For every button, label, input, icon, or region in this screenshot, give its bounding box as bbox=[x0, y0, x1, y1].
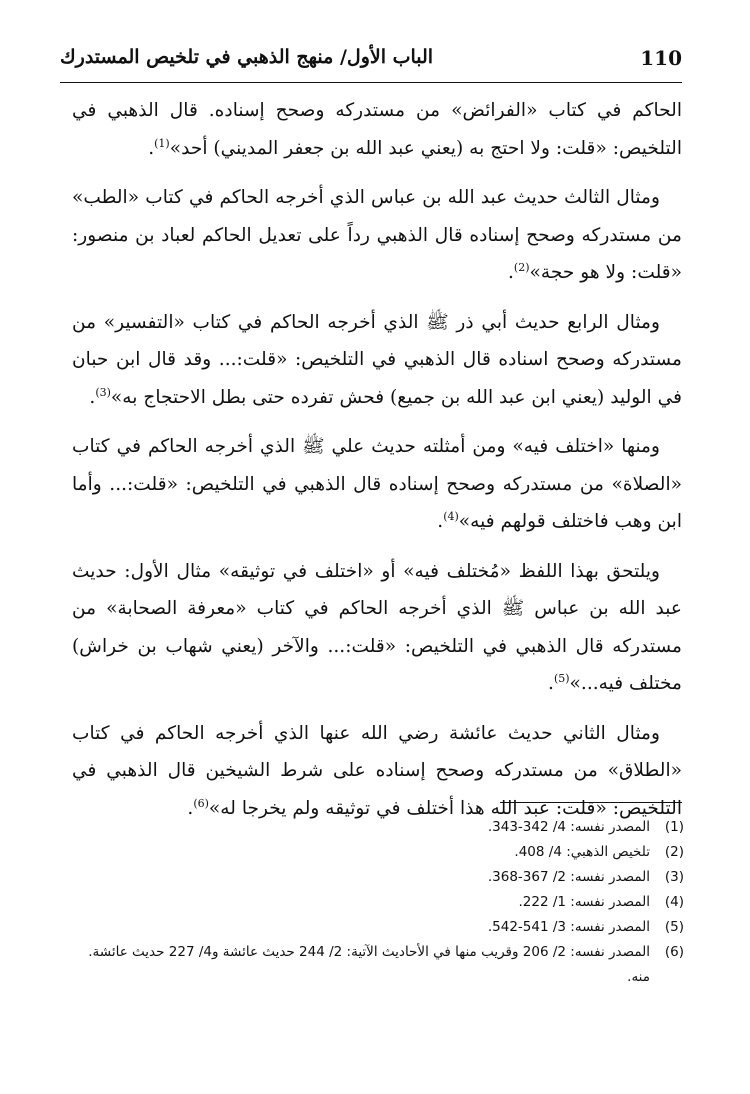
footnote-ref: (4) bbox=[443, 509, 459, 523]
footnote bbox=[72, 890, 684, 915]
footnote-ref: (1) bbox=[154, 136, 170, 150]
footnote-text: المصدر نفسه: 2/ 367-368. bbox=[487, 869, 650, 885]
footnote-text: المصدر نفسه: 2/ 206 وقريب منها في الأحاديث الآتية: 2/ 244 حديث عائشة و4/ 227 حديث عائشة. منه. bbox=[88, 944, 650, 985]
footnote-number: (1) bbox=[664, 819, 684, 835]
footnote-text: المصدر نفسه: 3/ 541-542. bbox=[487, 919, 650, 935]
footnote-number: (6) bbox=[664, 944, 684, 960]
paragraph: ومنها «اختلف فيه» ومن أمثلته حديث علي ﷺ الذي أخرجه الحاكم في كتاب «الصلاة» من مستدركه وصحح إسناده قال الذهبي في التلخيص: «قلت:... وأما ابن وهب فاختلف قولهم فيه»$^{(4)}$. bbox=[72, 436, 682, 532]
footnote-ref: (3) bbox=[95, 385, 111, 399]
footnote bbox=[72, 815, 684, 840]
footnote bbox=[72, 940, 684, 990]
footnote-text: تلخيص الذهبي: 4/ 408. bbox=[514, 844, 650, 860]
page-header bbox=[60, 44, 682, 78]
footnote-ref: (6) bbox=[193, 796, 209, 810]
footnote-text: المصدر نفسه: 4/ 342-343. bbox=[487, 819, 650, 835]
footnote-ref: (2) bbox=[513, 260, 530, 274]
paragraph: ومثال الثالث حديث عبد الله بن عباس الذي أخرجه الحاكم في كتاب «الطب» من مستدركه وصحح إسناده قال الذهبي رداً على تعديل الحاكم لعباد بن منصور: «قلت: ولا هو حجة»$^{(2)}$. bbox=[72, 187, 682, 283]
header-rule bbox=[60, 82, 682, 83]
footnote bbox=[72, 840, 684, 865]
footnote-rule bbox=[500, 802, 682, 803]
paragraph: ومثال الثاني حديث عائشة رضي الله عنها الذي أخرجه الحاكم في كتاب «الطلاق» من مستدركه وصحح إسناده على شرط الشيخين قال الذهبي في التلخيص: «قلت: عبد الله هذا أختلف في توثيقه ولم يخرجا له»$^{(6)}$. bbox=[72, 722, 682, 819]
footnote-number: (2) bbox=[664, 844, 684, 860]
running-head: الباب الأول/ منهج الذهبي في تلخيص المستدرك bbox=[60, 46, 434, 68]
footnote bbox=[72, 915, 684, 940]
paragraph: ومثال الرابع حديث أبي ذر ﷺ الذي أخرجه الحاكم في كتاب «التفسير» من مستدركه وصحح اسناده قال الذهبي في التلخيص: «قلت:... وقد قال ابن حبان في الوليد (يعني ابن عبد الله بن جميع) فحش تفرده حتى بطل الاحتجاج به»$^{(3)}$. bbox=[72, 311, 682, 408]
page-number: 110 bbox=[640, 46, 682, 70]
body-text bbox=[72, 92, 682, 839]
footnote-number: (3) bbox=[664, 869, 684, 885]
footnotes bbox=[72, 815, 684, 990]
paragraph: ويلتحق بهذا اللفظ «مُختلف فيه» أو «اختلف في توثيقه» مثال الأول: حديث عبد الله بن عباس ﷺ الذي أخرجه الحاكم في كتاب «معرفة الصحابة» من مستدركه قال الذهبي في التلخيص: «قلت:... والآخر (يعني شهاب بن خراش) مختلف فيه...»$^{(5)}$. bbox=[72, 560, 682, 694]
paragraph: الحاكم في كتاب «الفرائض» من مستدركه وصحح إسناده. قال الذهبي في التلخيص: «قلت: ولا احتج به (يعني عبد الله بن جعفر المديني) أحد»$^{(1)}$. bbox=[72, 100, 682, 159]
footnote-number: (5) bbox=[664, 919, 684, 935]
footnote-text: المصدر نفسه: 1/ 222. bbox=[518, 894, 650, 910]
footnote-ref: (5) bbox=[553, 671, 570, 685]
footnote-number: (4) bbox=[664, 894, 684, 910]
footnote bbox=[72, 865, 684, 890]
